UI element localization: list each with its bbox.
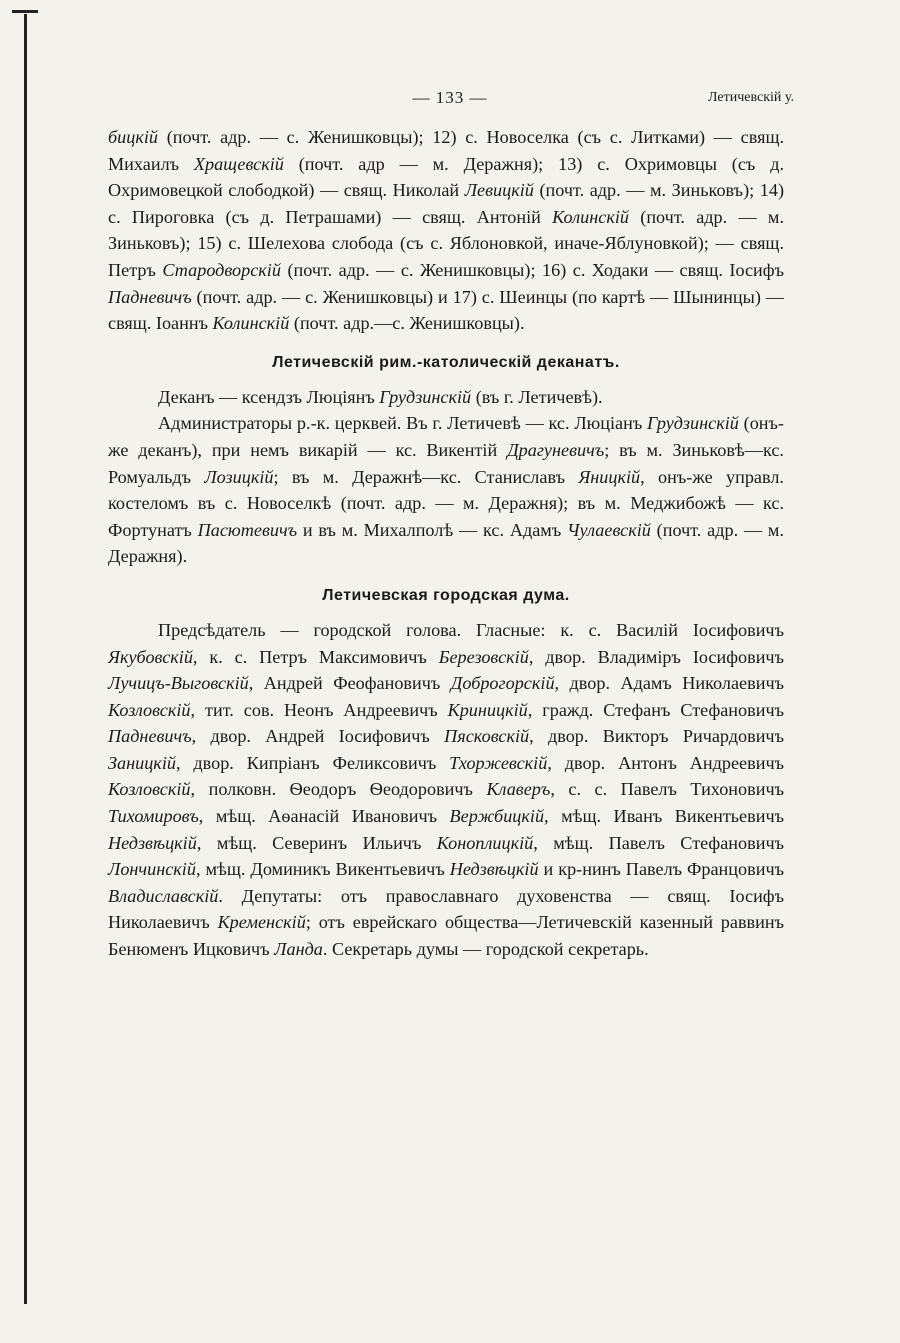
dean-paragraph (108, 384, 784, 411)
text-run: , полковн. Ѳеодоръ Ѳеодоровичъ (190, 779, 487, 800)
surname-italic: Недзвѣцкій (449, 859, 539, 880)
running-head: Летичевскій у. (707, 90, 794, 105)
surname-italic: Коноплицкій (436, 832, 534, 853)
surname-italic: Колинскій (552, 206, 629, 227)
surname-italic: Лончинскій (108, 859, 196, 880)
text-run: , онъ-же управл. костеломъ въ с. Новоселкѣ (почт. адр. — м. Деражня); въ м. Меджибожѣ — кс. Фортунатъ (108, 466, 784, 540)
text-run: , гражд. Стефанъ Стефановичъ (527, 699, 785, 720)
surname-italic: Пасютевичъ (197, 519, 298, 540)
text-run: (почт. адр.—с. Женишковцы). (289, 313, 525, 334)
text-run: , двор. Антонъ Андреевичъ (547, 752, 785, 773)
text-run: , с. с. Павелъ Тихоновичъ (550, 779, 784, 800)
duma-heading: Летичевская городская дума. (322, 586, 570, 604)
surname-italic: Лучицъ-Выговскій (108, 673, 249, 694)
surname-italic: Якубовскій (108, 646, 193, 667)
surname-italic: Кременскій (217, 912, 306, 933)
page-body (108, 124, 784, 963)
text-run: , двор. Андрей Іосифовичъ (191, 726, 445, 747)
text-run: (онъ-же деканъ), при немъ викарій — кс. Викентій (108, 413, 784, 460)
surname-italic: Падневичъ (108, 726, 192, 747)
surname-italic: Заницкій (108, 752, 176, 773)
text-run: , двор. Владиміръ Іосифовичъ (528, 646, 784, 667)
text-run: , двор. Викторъ Ричардовичъ (529, 726, 784, 747)
duma-paragraph (108, 617, 784, 963)
surname-italic: Ланда (274, 939, 323, 960)
text-run: , Андрей Феофановичъ (248, 673, 451, 694)
text-run: . Секретарь думы — городской секретарь. (322, 939, 649, 960)
surname-italic: Доброгорскій (450, 673, 555, 694)
surname-italic: Яницкій (578, 466, 641, 487)
surname-italic: Козловскій (108, 699, 191, 720)
surname-italic: Тихомировъ (108, 806, 199, 827)
text-run: . Депутаты: отъ православнаго духовенства — свящ. Іосифъ Николаевичъ (108, 885, 784, 933)
text-run: (почт. адр. — с. Женишковцы); 16) с. Ходаки — свящ. Іосифъ (280, 259, 784, 280)
text-run: и кр-нинъ Павелъ Францовичъ (538, 859, 784, 880)
text-run: Предсѣдатель — городской голова. Гласные: к. с. Василій Іосифовичъ (158, 619, 784, 640)
page-number: — 133 — (412, 88, 488, 107)
text-run: , мѣщ. Доминикъ Викентьевичъ (195, 859, 450, 880)
text-run: (почт. адр. — м. Зиньковъ); 15) с. Шелехова слобода (съ с. Яблоновкой, иначе-Яблуновкой); — свящ. Петръ (108, 206, 784, 280)
intro-paragraph (108, 124, 784, 337)
text-run: и въ м. Михалполѣ — кс. Адамъ (297, 519, 568, 540)
surname-italic: Стародворскій (162, 259, 281, 280)
text-run: (почт. адр — м. Деражня); 13) с. Охримовцы (съ д. Охримовецкой слободкой) — свящ. Николай (108, 153, 784, 201)
text-run: ; въ м. Деражнѣ—кс. Станиславъ (273, 466, 579, 487)
surname-italic: Криницкій (447, 699, 528, 720)
text-run: , тит. сов. Неонъ Андреевичъ (190, 699, 448, 720)
page-header (110, 88, 794, 114)
surname-italic: Недзвѣцкій (108, 832, 197, 853)
surname-italic: Лозицкій (204, 466, 274, 487)
administrators-paragraph (108, 410, 784, 570)
surname-italic: Пясковскій (444, 726, 530, 747)
surname-italic: Левицкій (464, 180, 534, 201)
deanery-heading: Летичевскій рим.-католическій деканатъ. (272, 353, 620, 371)
text-run: Деканъ — ксендзъ Люціянъ (158, 386, 380, 407)
text-run: , двор. Адамъ Николаевичъ (554, 673, 784, 694)
text-run: (почт. адр. — с. Женишковцы); 12) с. Новоселка (съ с. Литками) — свящ. Михаилъ (108, 127, 784, 174)
surname-italic: Чулаевскій (567, 519, 651, 540)
page-edge-line (24, 14, 27, 1304)
surname-italic: Клаверъ (486, 779, 551, 800)
surname-italic: Вержбицкій (449, 806, 545, 827)
text-run: , к. с. Петръ Максимовичъ (192, 646, 439, 667)
surname-italic: Колинскій (212, 313, 290, 334)
text-run: , мѣщ. Северинъ Ильичъ (196, 832, 437, 853)
text-run: , двор. Кипріанъ Феликсовичъ (175, 752, 450, 773)
text-run: ; въ м. Зиньковѣ—кс. Ромуальдъ (108, 439, 784, 487)
surname-italic: бицкій (108, 127, 158, 147)
text-run: (въ г. Летичевѣ). (471, 386, 603, 407)
text-run: (почт. адр. — м. Деражня). (108, 519, 784, 567)
surname-italic: Драгуневичъ (507, 439, 605, 460)
surname-italic: Березовскій (438, 646, 529, 667)
text-run: ; отъ еврейскаго общества—Летичевскій казенный раввинъ Бенюменъ Ицковичъ (108, 912, 785, 960)
text-run: Администраторы р.-к. церквей. Въ г. Летичевѣ — кс. Люціанъ (158, 413, 648, 434)
surname-italic: Хращевскій (193, 153, 284, 174)
text-run: , мѣщ. Иванъ Викентьевичъ (544, 806, 785, 827)
surname-italic: Грудзинскій (379, 386, 472, 407)
surname-italic: Падневичъ (108, 286, 192, 307)
text-run: (почт. адр. — с. Женишковцы) и 17) с. Шеинцы (по картѣ — Шынинцы) — свящ. Іоаннъ (108, 286, 784, 334)
surname-italic: Владиславскій (108, 885, 219, 906)
page-edge-cap (12, 10, 38, 13)
text-run: , мѣщ. Аѳанасій Ивановичъ (198, 806, 450, 827)
text-run: (почт. адр. — м. Зиньковъ); 14) с. Пироговка (съ д. Петрашами) — свящ. Антоній (108, 180, 785, 227)
surname-italic: Грудзинскій (647, 413, 739, 434)
text-run: , мѣщ. Павелъ Стефановичъ (533, 832, 784, 853)
surname-italic: Козловскій (108, 779, 191, 800)
surname-italic: Тхоржевскій (449, 752, 548, 773)
